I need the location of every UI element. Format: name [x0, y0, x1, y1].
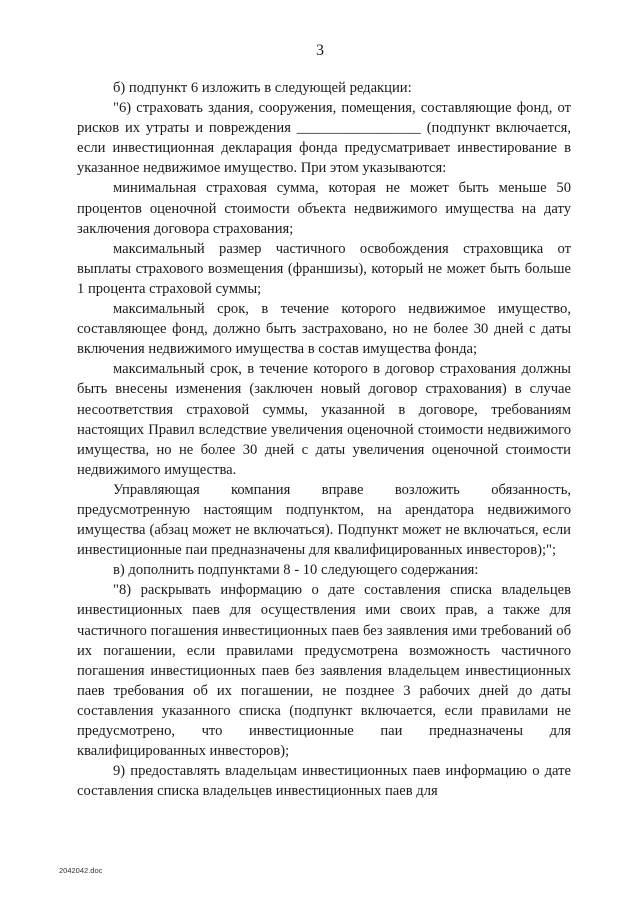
paragraph-item-6: "6) страховать здания, сооружения, помещения, составляющие фонд, от рисков их утраты и повреждения _________________ (подпункт включается, если инвестиционная декларация фонда предусматривает инвестирование в указанное недвижимое имущество. При этом указываются:: [77, 100, 571, 177]
document-body: [77, 78, 571, 801]
paragraph-subpoint-v: в) дополнить подпунктами 8 - 10 следующего содержания:: [113, 562, 479, 579]
paragraph-management-company: Управляющая компания вправе возложить обязанность, предусмотренную настоящим подпунктом, на арендатора недвижимого имущества (абзац может не включаться). Подпункт может не включаться, если инвестиционные паи предназначены для квалифицированных инвесторов);";: [77, 481, 571, 559]
paragraph-max-franchise: максимальный размер частичного освобождения страховщика от выплаты страхового возмещения (франшизы), который не может быть больше 1 процента страховой суммы;: [77, 240, 571, 297]
paragraph-item-9: 9) предоставлять владельцам инвестиционных паев информацию о дате составления списка владельцев инвестиционных паев для: [77, 763, 571, 800]
paragraph-subpoint-b: б) подпункт 6 изложить в следующей редакции:: [113, 80, 412, 96]
document-filename: 2042042.doc: [59, 866, 103, 875]
page-number: 3: [316, 42, 324, 59]
paragraph-min-insured-sum: минимальная страховая сумма, которая не может быть меньше 50 процентов оценочной стоимости объекта недвижимого имущества на дату заключения договора страхования;: [77, 180, 571, 237]
paragraph-max-change-term: максимальный срок, в течение которого в договор страхования должны быть внесены изменения (заключен новый договор страхования) в случае несоответствия страховой суммы, указанной в договоре, требованиям настоящих Правил вследствие увеличения оценочной стоимости недвижимого имущества, но не более 30 дней с даты увеличения оценочной стоимости недвижимого имущества.: [77, 361, 571, 478]
paragraph-max-insurance-term: максимальный срок, в течение которого недвижимое имущество, составляющее фонд, должно быть застраховано, но не более 30 дней с даты включения недвижимого имущества в состав имущества фонда;: [77, 301, 571, 358]
paragraph-item-8: "8) раскрывать информацию о дате составления списка владельцев инвестиционных паев для осуществления ими своих прав, а также для частичного погашения инвестиционных паев без заявления ими требований об их погашении, если правилами предусмотрена возможность частичного погашения инвестиционных паев без заявления владельцем инвестиционных паев требования об их погашении, не позднее 3 рабочих дней до даты составления указанного списка (подпункт включается, если правилами не предусмотрено, что инвестиционные паи предназначены для квалифицированных инвесторов);: [77, 582, 571, 760]
